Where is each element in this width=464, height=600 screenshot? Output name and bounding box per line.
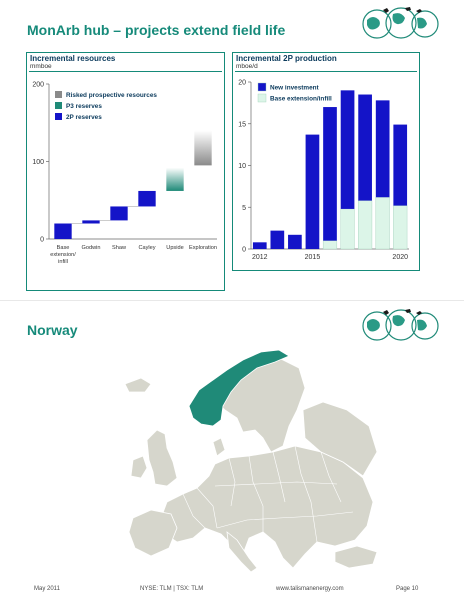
bar-segment (270, 231, 284, 249)
incremental-production-panel (232, 52, 420, 271)
panel-unit: mmboe (30, 63, 52, 70)
legend-label: 2P reserves (66, 114, 102, 121)
continental-europe (161, 446, 373, 568)
bar-segment (288, 235, 302, 249)
footer-date: May 2011 (34, 586, 60, 592)
iceland (125, 378, 151, 392)
bar-segment (323, 107, 337, 241)
legend-swatch (55, 102, 62, 109)
bar-segment (393, 125, 407, 206)
panel-divider (235, 71, 417, 72)
bar-segment (82, 220, 99, 223)
y-tick-label: 10 (238, 163, 246, 170)
incremental-production-chart (233, 74, 419, 269)
europe-map (17, 306, 447, 580)
legend-swatch (55, 91, 62, 98)
slide-separator (0, 300, 464, 301)
bar-segment (194, 131, 211, 166)
x-tick-label: 2012 (251, 254, 268, 261)
incremental-resources-chart (27, 74, 224, 289)
footer-url[interactable]: www.talismanenergy.com (276, 586, 344, 592)
x-tick-label: Shaw (112, 245, 126, 251)
legend-label: New investment (270, 84, 319, 92)
bar-segment (138, 191, 155, 207)
slide-title: Norway (27, 322, 78, 338)
land-masses (125, 350, 377, 572)
y-tick-label: 20 (238, 79, 246, 87)
x-tick-label: Exploration (189, 245, 217, 251)
bar-segment (393, 206, 407, 249)
bar-segment (323, 241, 337, 249)
bar-segment (341, 209, 355, 249)
panel-unit: mboe/d (236, 63, 258, 70)
bar-segment (54, 224, 71, 240)
legend-label: Base extension/infill (270, 95, 332, 103)
y-tick-label: 0 (40, 236, 44, 244)
panel-title: Incremental resources (30, 54, 116, 63)
bar-segment (358, 201, 372, 249)
x-tick-label: extension/ (50, 252, 76, 258)
bar-segment (341, 90, 355, 209)
legend-swatch (258, 83, 266, 91)
x-tick-label: Cayley (138, 245, 156, 251)
panel-title: Incremental 2P production (236, 54, 337, 63)
slide-norway (17, 306, 447, 580)
great-britain (147, 430, 177, 486)
bar-segment (166, 168, 183, 191)
slide-title: MonArb hub – projects extend field life (27, 22, 286, 38)
bar-segment (253, 242, 267, 249)
legend-swatch (258, 94, 266, 102)
talisman-globe-logo-icon (353, 6, 441, 40)
turkey (335, 546, 377, 568)
x-tick-label: Godwin (81, 245, 101, 251)
legend-label: Risked prospective resources (66, 92, 157, 99)
x-tick-label: 2020 (392, 254, 409, 261)
bar-segment (110, 206, 127, 220)
footer-ticker: NYSE: TLM | TSX: TLM (140, 586, 204, 592)
y-tick-label: 15 (238, 121, 246, 129)
bar-segment (376, 100, 390, 197)
y-tick-label: 0 (242, 246, 246, 254)
x-tick-label: Base (56, 245, 70, 251)
x-tick-label: infill (58, 259, 68, 265)
bar-segment (358, 95, 372, 201)
x-tick-label: Upside (166, 245, 184, 251)
incremental-resources-panel (26, 52, 225, 291)
x-tick-label: 2015 (304, 254, 321, 261)
y-tick-label: 5 (242, 204, 246, 212)
denmark (213, 438, 225, 456)
bar-segment (306, 135, 320, 249)
footer-page-number: Page 10 (396, 586, 419, 592)
y-tick-label: 200 (32, 81, 44, 89)
slide-monarb (17, 4, 447, 295)
legend-label: P3 reserves (66, 103, 102, 110)
legend-swatch (55, 113, 62, 120)
panel-divider (29, 71, 222, 72)
iberia (129, 510, 177, 556)
bar-segment (376, 197, 390, 249)
ireland (131, 456, 147, 478)
y-tick-label: 100 (32, 159, 44, 166)
